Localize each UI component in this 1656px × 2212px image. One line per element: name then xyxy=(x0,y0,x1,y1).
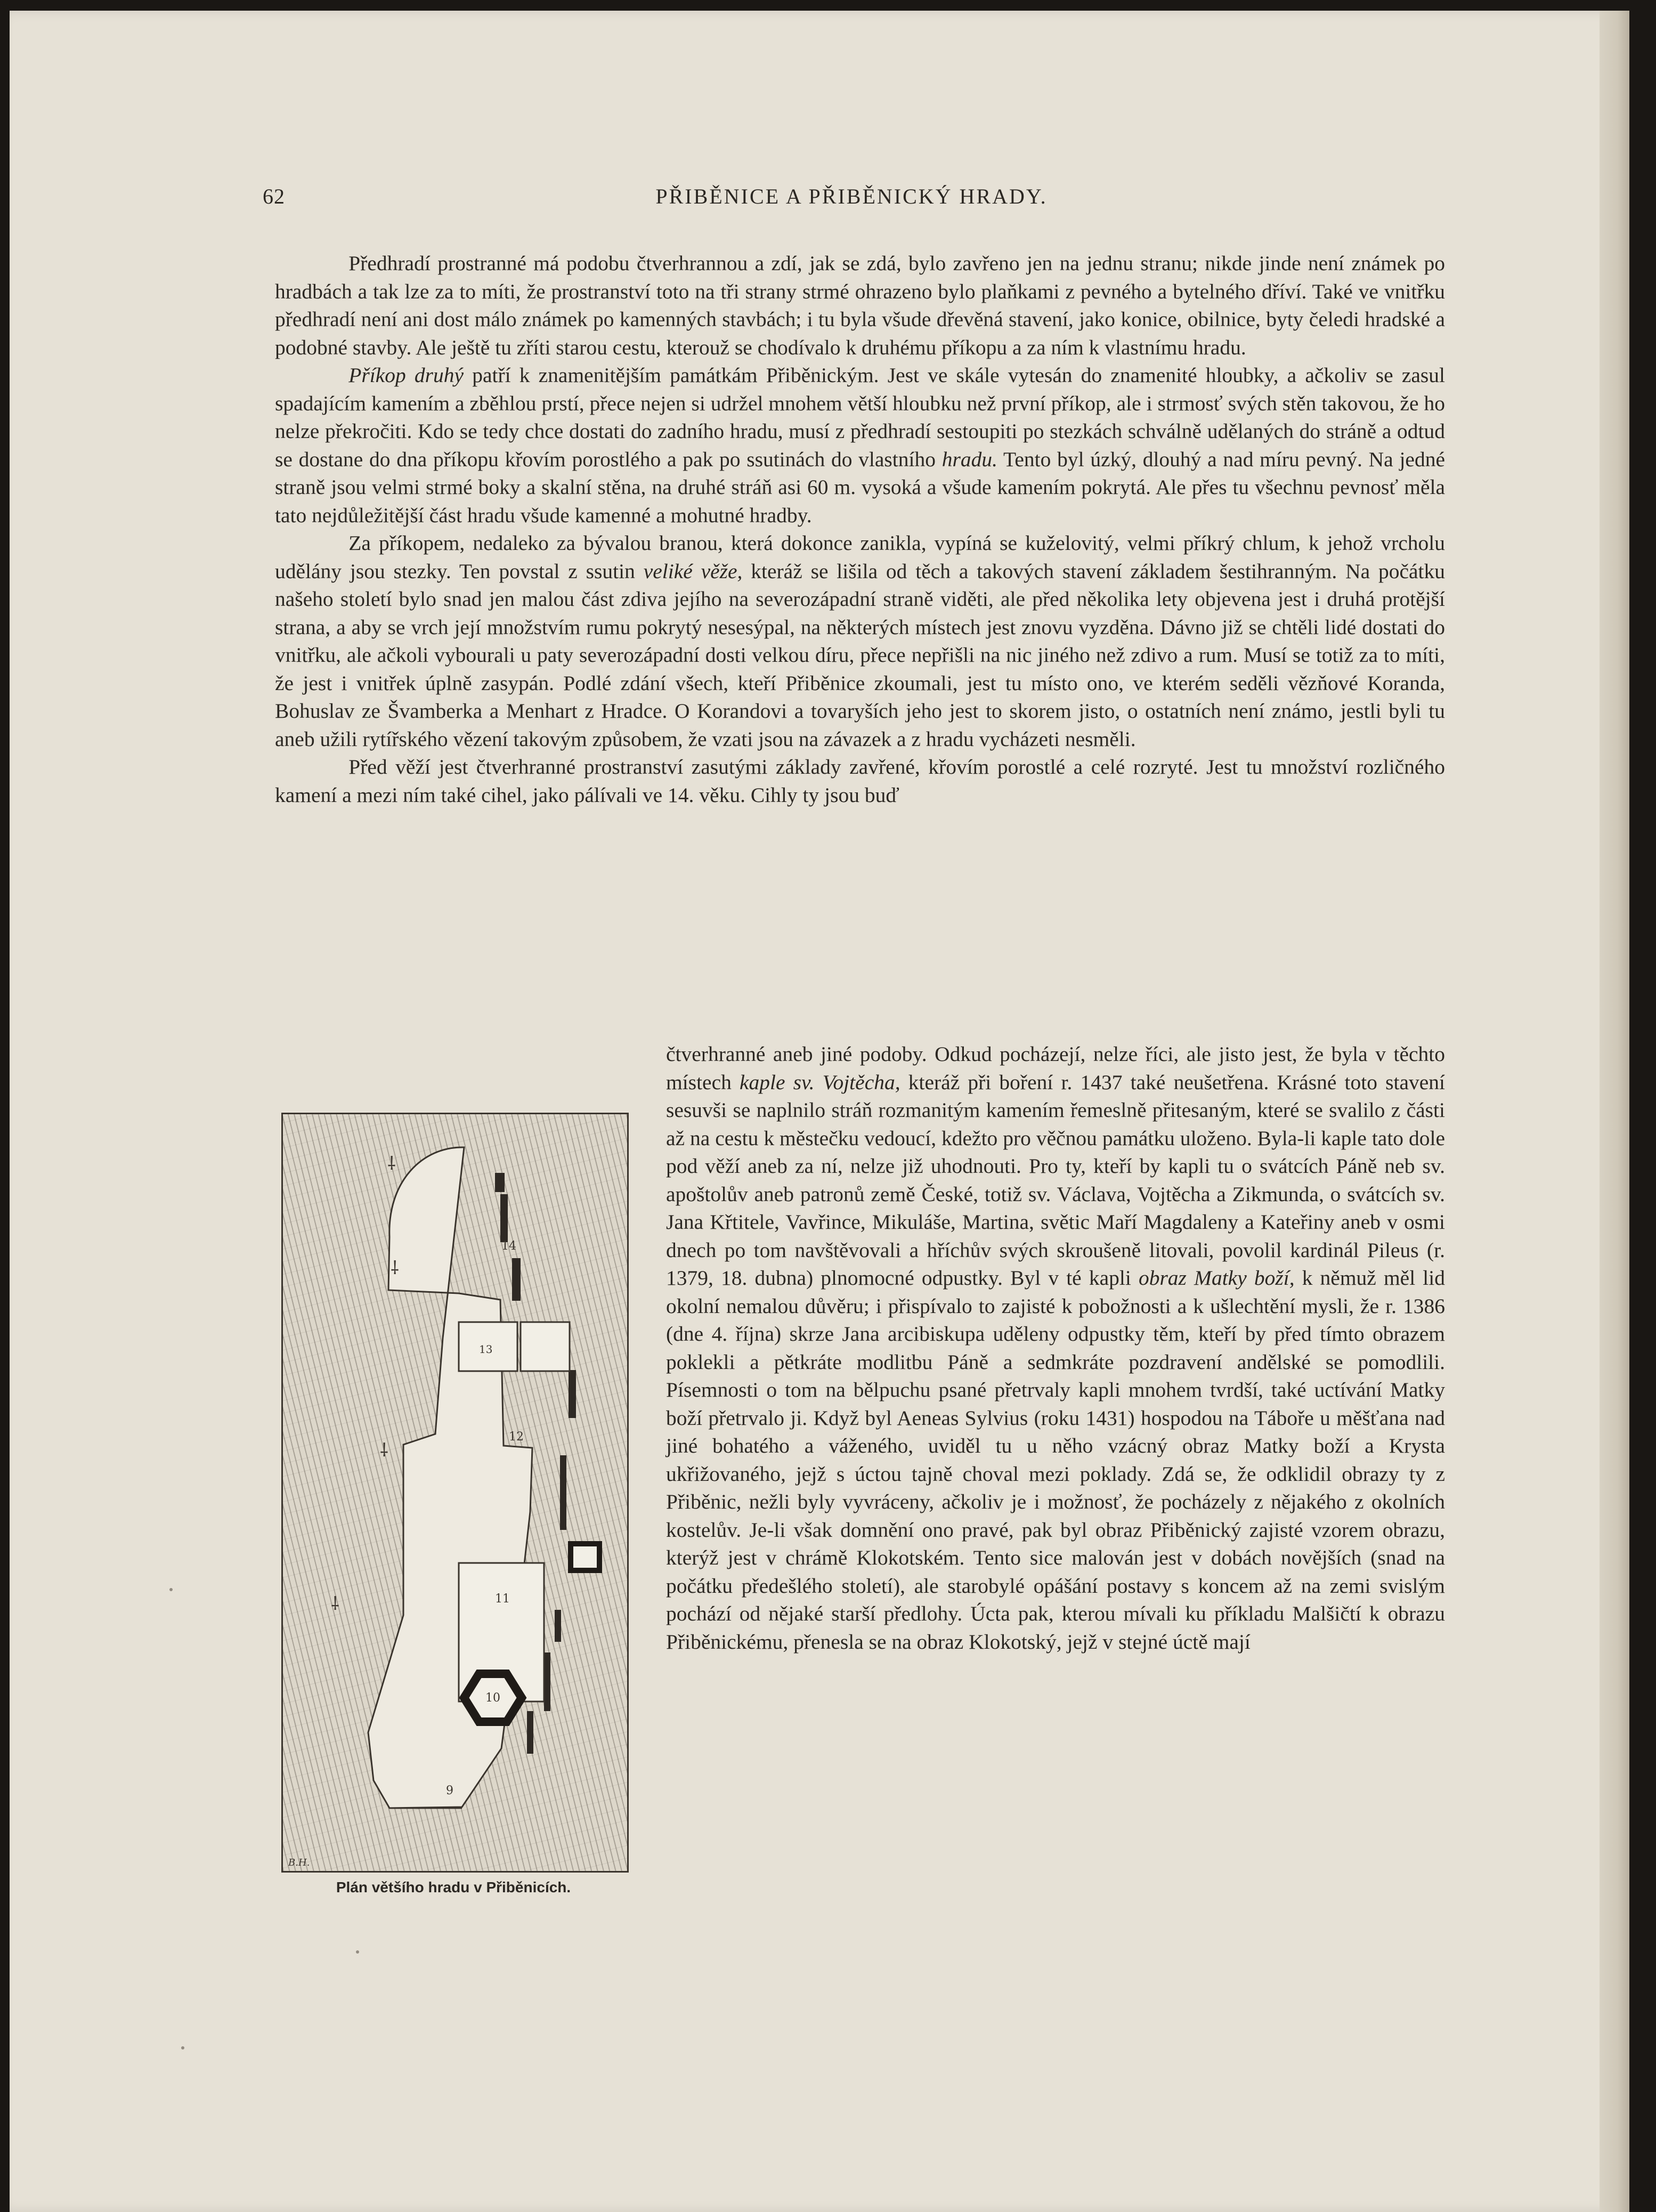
tree-symbol: ⸸ xyxy=(380,1440,388,1461)
label-14: 14 xyxy=(501,1239,516,1253)
running-head xyxy=(263,184,1440,216)
paragraph-prikop-druhy: Příkop druhý patří k znamenitějším památkám Přiběnickým. Jest ve skále vytesán do znamenité hloubky, a ačkoliv se zasul spadajícím kamením a zběhlou prstí, přece nejen si udržel mnohem větší hloubku než první příkop, ale i strmosť svých stěn takovou, že ho nelze překročiti. Kdo se tedy chce dostati do zadního hradu, musí z předhradí sestoupiti po stezkách schválně udělaných do stráně a odtud se dostane do dna příkopu křovím porostlého a pak po ssutinách do vlastního hradu. Tento byl úzký, dlouhý a nad míru pevný. Na jedné straně jsou velmi strmé boky a skalní stěna, na druhé stráň asi 60 m. vysoká a všude kamením pokrytá. Ale přes tu všechnu pevnosť měla tato nejdůležitější část hradu všude kamenné a mohutné hradby. xyxy=(275,363,1445,527)
tree-symbol: ⸸ xyxy=(331,1593,339,1615)
wall-block xyxy=(527,1711,533,1754)
italic-prikop-druhy: Příkop druhý xyxy=(348,363,464,387)
wall-block xyxy=(495,1173,505,1192)
label-11: 11 xyxy=(495,1592,510,1606)
page-edge xyxy=(1600,11,1629,2212)
text-right-column xyxy=(666,1040,1445,1656)
wall-block xyxy=(555,1610,561,1642)
artist-signature: B.H. xyxy=(288,1857,310,1868)
wall-block xyxy=(512,1258,521,1301)
paper-speck xyxy=(356,1950,359,1954)
paragraph-predhradi: Předhradí prostranné má podobu čtverhrannou a zdí, jak se zdá, bylo zavřeno jen na jednu stranu; nikde jinde není známek po hradbách a tak lze za to míti, že prostranství toto na tři strany strmé ohrazeno bylo plaňkami z pevného a bytelného dříví. Také ve vnitřku předhradí není ani dost málo známek po kamenných stavbách; i tu byla všude dřevěná stavení, jako konice, obilnice, byty čeledi hradské a podobné stavby. Ale ještě tu zříti starou cestu, kterouž se chodívalo k druhému příkopu a za ním k vlastnímu hradu. xyxy=(275,252,1445,359)
paragraph-pred-vezi-top: Před věží jest čtverhranné prostranství zasutými základy zavřené, křovím porostlé a celé rozryté. Jest tu množství rozličného kamení a mezi ním také cihel, jako pálívali ve 14. věku. Cihly ty jsou buď xyxy=(275,755,1445,807)
paper-speck xyxy=(169,1588,173,1591)
label-9: 9 xyxy=(446,1784,453,1797)
book-page xyxy=(10,11,1629,2212)
italic-kaple: kaple sv. Vojtěcha, xyxy=(740,1070,900,1094)
italic-obraz: obraz Matky boží, xyxy=(1138,1266,1295,1290)
page-number: 62 xyxy=(263,184,285,208)
paragraph-pred-vezi-cont: čtverhranné aneb jiné podoby. Odkud pocházejí, nelze říci, ale jisto jest, že byla v těchto místech kaple sv. Vojtěcha, kteráž při boření r. 1437 také neušetřena. Krásné toto stavení sesuvši se naplnilo stráň rozmanitým kamením řemeslně přitesaným, které se svalilo z části až na cestu k městečku vedoucí, kdežto pro věčnou památku uloženo. Byla-li kaple tato dole pod věží aneb za ní, nelze již uhodnouti. Pro ty, kteří by kapli tu o svátcích Páně neb sv. apoštolův aneb patronů země České, totiž sv. Václava, Vojtěcha a Zikmunda, o svátcích sv. Jana Křtitele, Vavřince, Mikuláše, Martina, světic Maří Magdaleny a Kateřiny aneb v osmi dnech po tom navštěvovali a hříchův svých skroušeně litovali, povolil kardinál Pileus (r. 1379, 18. dubna) plnomocné odpustky. Byl v té kapli obraz Matky boží, k němuž měl lid okolní nemalou důvěru; i přispívalo to zajisté k pobožnosti a k ušlechtění mysli, že r. 1386 (dne 4. října) skrze Jana arcibiskupa uděleny odpustky těm, kteří by před tímto obrazem poklekli a pětkráte modlitbu Páně a sedmkráte pozdravení andělské se pomodlili. Písemnosti o tom na bělpuchu psané přetrvaly kapli mnohem tvrdší, také uctívání Matky boží přetrvalo ji. Když byl Aeneas Sylvius (roku 1431) hospodou na Táboře u měšťana nad jiné bohatého a váženého, uviděl tu u něho vzácný obraz Matky boží a Krysta ukřižovaného, jejž s úctou tajně choval mezi poklady. Zdá se, že odklidil obrazy ty z Přiběnic, nežli byly vyvráceny, ačkoliv je i možnosť, že pocházely z nějakého z okolních kostelův. Je-li však domnění ono pravé, pak byl obraz Přiběnický zajisté vzorem obrazu, kterýž jest v chrámě Klokotském. Tento sice malován jest v dobách novějších (snad na počátku předešlého století), ale starobylé opášání postavy s koncem až na zemi svislým pochází od nějaké starší předlohy. Úcta pak, kterou mívali ku příkladu Malšičtí k obrazu Přiběnickému, přenesla se na obraz Klokotský, jejž v stejné úctě mají xyxy=(666,1042,1445,1654)
italic-hradu: hradu. xyxy=(941,447,997,471)
figure-caption: Plán většího hradu v Přiběnicích. xyxy=(336,1879,571,1895)
label-13: 13 xyxy=(479,1343,493,1356)
wall-block xyxy=(500,1194,508,1242)
wall-block xyxy=(569,1370,576,1418)
castle-plan-figure xyxy=(281,1113,629,1873)
label-12: 12 xyxy=(509,1430,524,1444)
text-top-block xyxy=(275,249,1445,809)
room-13b xyxy=(521,1322,570,1371)
gate-tower xyxy=(571,1544,599,1570)
wall-block xyxy=(544,1652,550,1711)
tree-symbol: ⸸ xyxy=(391,1258,399,1279)
wall-block xyxy=(560,1455,566,1530)
paragraph-velika-vez: Za příkopem, nedaleko za bývalou branou, která dokonce zanikla, vypíná se kuželovitý, velmi příkrý chlum, k jehož vrcholu udělány jsou stezky. Ten povstal z ssutin veliké věže, kteráž se lišila od těch a takových stavení základem šestihranným. Na počátku našeho století bylo snad jen malou část zdiva jejího na severozápadní straně viděti, ale před několika lety objevena jest i druhá protější strana, a aby se vrch její množstvím rumu pokrytý nesesýpal, na některých místech jest znovu vyzděna. Dávno již se chtěli lidé dostati do vnitřku, ale ačkoli vybourali u paty severozápadní dosti velkou díru, přece nepřišli na nic jiného než zdivo a rum. Musí se totiž za to míti, že jest i vnitřek úplně zasypán. Podlé zdání všech, kteří Přiběnice zkoumali, jest tu místo ono, ve kterém seděli vězňové Koranda, Bohuslav ze Švamberka a Menhart z Hradce. O Korandovi a tovaryších jeho jest to skorem jisto, o ostatních není známo, jestli byli tu aneb užili rytířského vězení takovým způsobem, že vzati jsou na závazek a z hradu vycházeti nesměli. xyxy=(275,531,1445,751)
castle-plan-drawing xyxy=(283,1114,627,1871)
italic-velike-veze: veliké věže, xyxy=(643,559,743,583)
running-title: PŘIBĚNICE A PŘIBĚNICKÝ HRADY. xyxy=(655,184,1048,208)
label-10: 10 xyxy=(485,1691,500,1705)
paper-speck xyxy=(181,2046,184,2049)
tree-symbol: ⸸ xyxy=(387,1153,396,1174)
